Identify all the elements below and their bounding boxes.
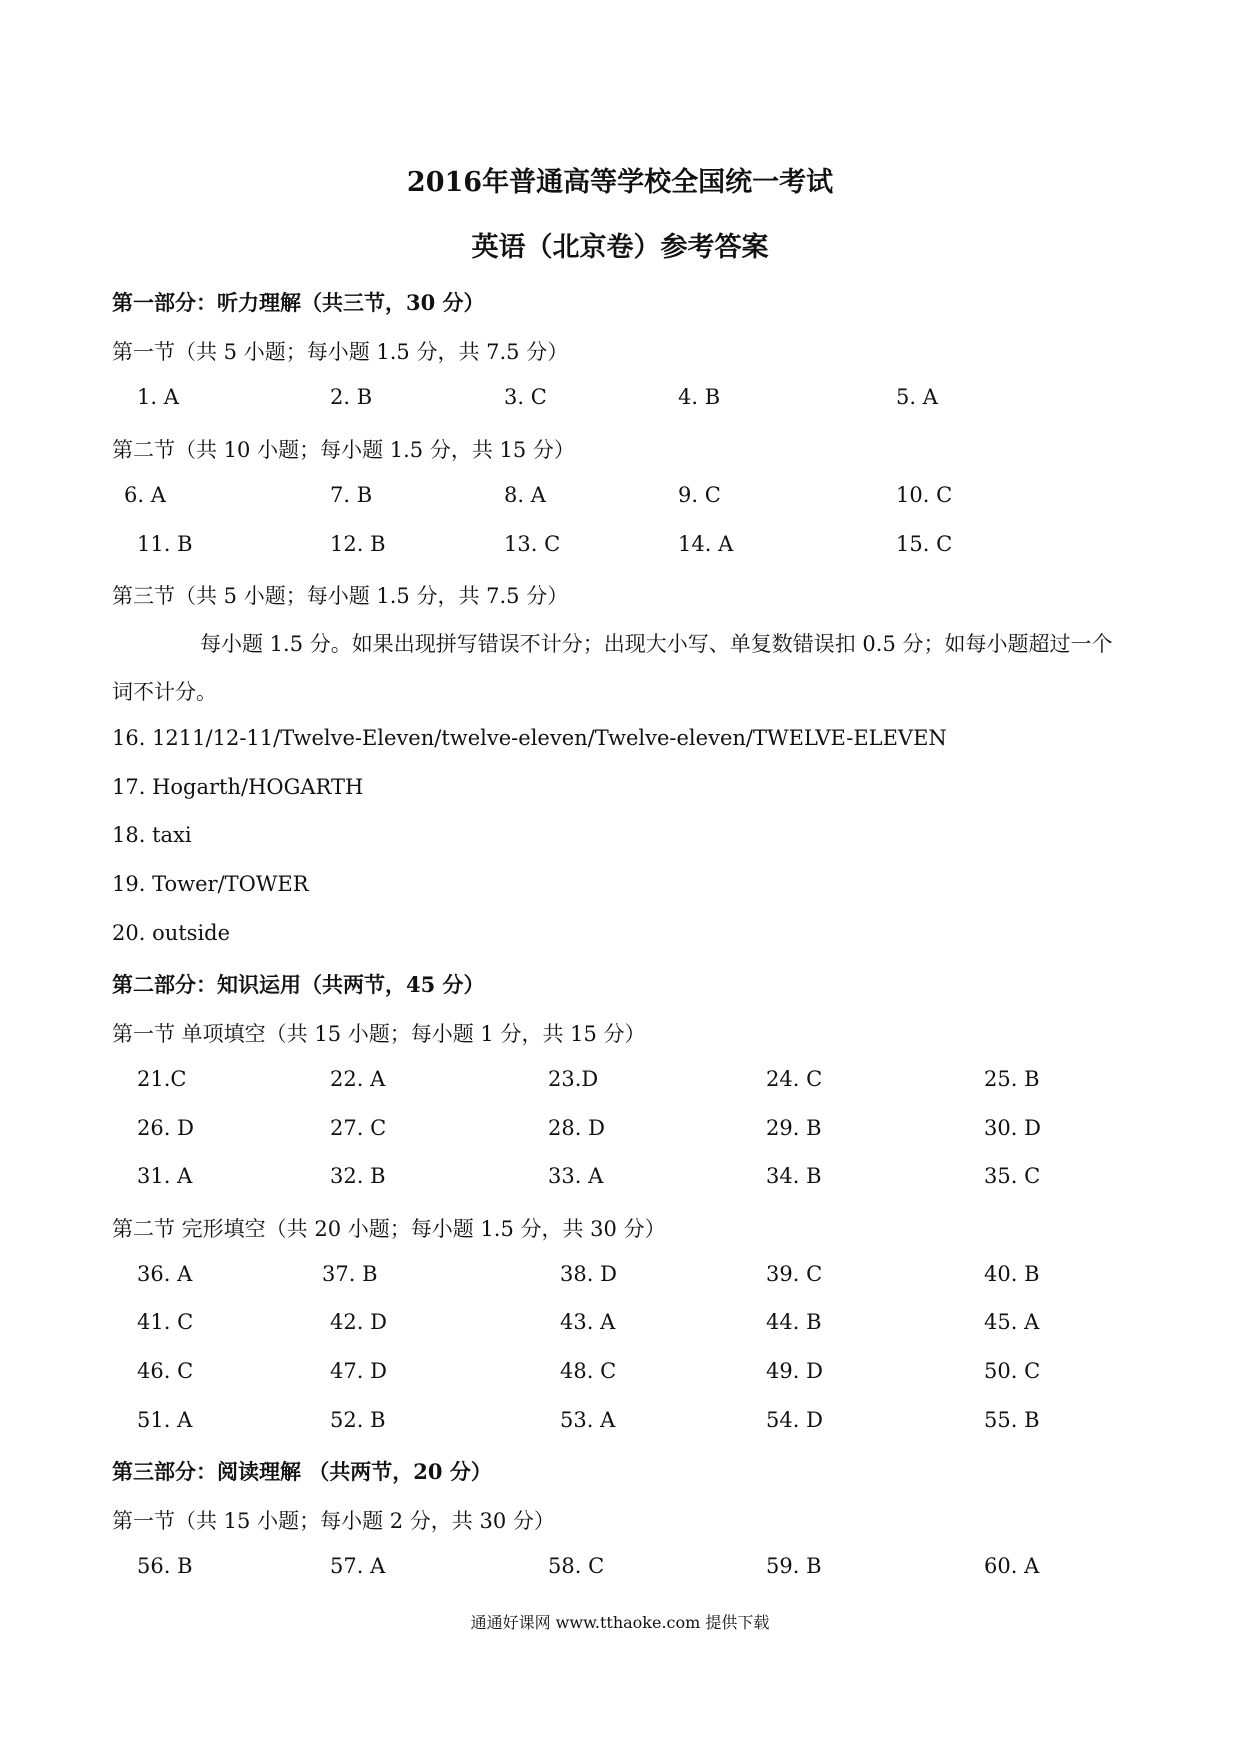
- answer-item: 9. C: [678, 483, 721, 507]
- answer-item: 11. B: [137, 532, 193, 556]
- answer-item: 7. B: [330, 483, 373, 507]
- answer-item: 2. B: [330, 385, 373, 409]
- answer-item: 32. B: [330, 1164, 386, 1188]
- part1-heading: 第一部分：听力理解（共三节，30 分）: [112, 290, 485, 315]
- answer-item: 31. A: [137, 1164, 193, 1188]
- answer-item: 16. 1211/12-11/Twelve-Eleven/twelve-eleven/Twelve-eleven/TWELVE-ELEVEN: [112, 726, 947, 750]
- answer-item: 13. C: [504, 532, 561, 556]
- answer-item: 42. D: [330, 1310, 387, 1334]
- answer-item: 5. A: [896, 385, 938, 409]
- page-footer: 通通好课网 www.tthaoke.com 提供下载: [470, 1613, 770, 1632]
- answer-item: 36. A: [137, 1262, 193, 1286]
- answer-item: 24. C: [766, 1067, 823, 1091]
- answer-item: 38. D: [560, 1262, 617, 1286]
- answer-item: 29. B: [766, 1116, 822, 1140]
- answer-item: 56. B: [137, 1554, 193, 1578]
- page-subtitle: 英语（北京卷）参考答案: [471, 232, 769, 263]
- answer-item: 50. C: [984, 1359, 1041, 1383]
- answer-item: 54. D: [766, 1408, 823, 1432]
- answer-item: 45. A: [984, 1310, 1040, 1334]
- answer-item: 25. B: [984, 1067, 1040, 1091]
- answer-item: 58. C: [548, 1554, 605, 1578]
- part1-section2-label: 第二节（共 10 小题；每小题 1.5 分，共 15 分）: [112, 438, 575, 462]
- answer-item: 10. C: [896, 483, 953, 507]
- part2-heading: 第二部分：知识运用（共两节，45 分）: [112, 972, 485, 997]
- answer-item: 18. taxi: [112, 823, 192, 847]
- answer-item: 20. outside: [112, 921, 231, 945]
- part1-section1-label: 第一节（共 5 小题；每小题 1.5 分，共 7.5 分）: [112, 340, 569, 364]
- answer-item: 19. Tower/TOWER: [112, 872, 309, 896]
- answer-item: 3. C: [504, 385, 547, 409]
- page-title: 2016年普通高等学校全国统一考试: [406, 167, 834, 198]
- answer-item: 1. A: [137, 385, 179, 409]
- answer-item: 60. A: [984, 1554, 1040, 1578]
- answer-item: 49. D: [766, 1359, 823, 1383]
- answer-item: 26. D: [137, 1116, 194, 1140]
- answer-item: 28. D: [548, 1116, 605, 1140]
- answer-item: 6. A: [124, 483, 166, 507]
- answer-item: 21.C: [137, 1067, 187, 1091]
- answer-item: 27. C: [330, 1116, 387, 1140]
- part3-section1-label: 第一节（共 15 小题；每小题 2 分，共 30 分）: [112, 1509, 555, 1533]
- answer-item: 22. A: [330, 1067, 386, 1091]
- answer-item: 39. C: [766, 1262, 823, 1286]
- answer-item: 43. A: [560, 1310, 616, 1334]
- answer-item: 46. C: [137, 1359, 194, 1383]
- answer-item: 44. B: [766, 1310, 822, 1334]
- answer-item: 37. B: [322, 1262, 378, 1286]
- answer-item: 23.D: [548, 1067, 599, 1091]
- answer-item: 30. D: [984, 1116, 1041, 1140]
- answer-item: 14. A: [678, 532, 734, 556]
- answer-item: 4. B: [678, 385, 721, 409]
- answer-item: 17. Hogarth/HOGARTH: [112, 775, 364, 799]
- answer-item: 41. C: [137, 1310, 194, 1334]
- part1-section3-note: 每小题 1.5 分。如果出现拼写错误不计分；出现大小写、单复数错误扣 0.5 分；如每小题超过一个词不计分。: [112, 632, 1113, 704]
- answer-item: 15. C: [896, 532, 953, 556]
- answer-item: 52. B: [330, 1408, 386, 1432]
- part3-heading: 第三部分：阅读理解 （共两节，20 分）: [112, 1459, 492, 1484]
- answer-item: 55. B: [984, 1408, 1040, 1432]
- answer-item: 33. A: [548, 1164, 604, 1188]
- part1-section3-label: 第三节（共 5 小题；每小题 1.5 分，共 7.5 分）: [112, 584, 569, 608]
- answer-item: 51. A: [137, 1408, 193, 1432]
- answer-item: 59. B: [766, 1554, 822, 1578]
- answer-item: 12. B: [330, 532, 386, 556]
- answer-item: 57. A: [330, 1554, 386, 1578]
- answer-item: 47. D: [330, 1359, 387, 1383]
- answer-item: 34. B: [766, 1164, 822, 1188]
- answer-item: 35. C: [984, 1164, 1041, 1188]
- answer-item: 8. A: [504, 483, 546, 507]
- answer-item: 40. B: [984, 1262, 1040, 1286]
- part2-section1-label: 第一节 单项填空（共 15 小题；每小题 1 分，共 15 分）: [112, 1022, 646, 1046]
- answer-item: 53. A: [560, 1408, 616, 1432]
- answer-item: 48. C: [560, 1359, 617, 1383]
- part2-section2-label: 第二节 完形填空（共 20 小题；每小题 1.5 分，共 30 分）: [112, 1217, 666, 1241]
